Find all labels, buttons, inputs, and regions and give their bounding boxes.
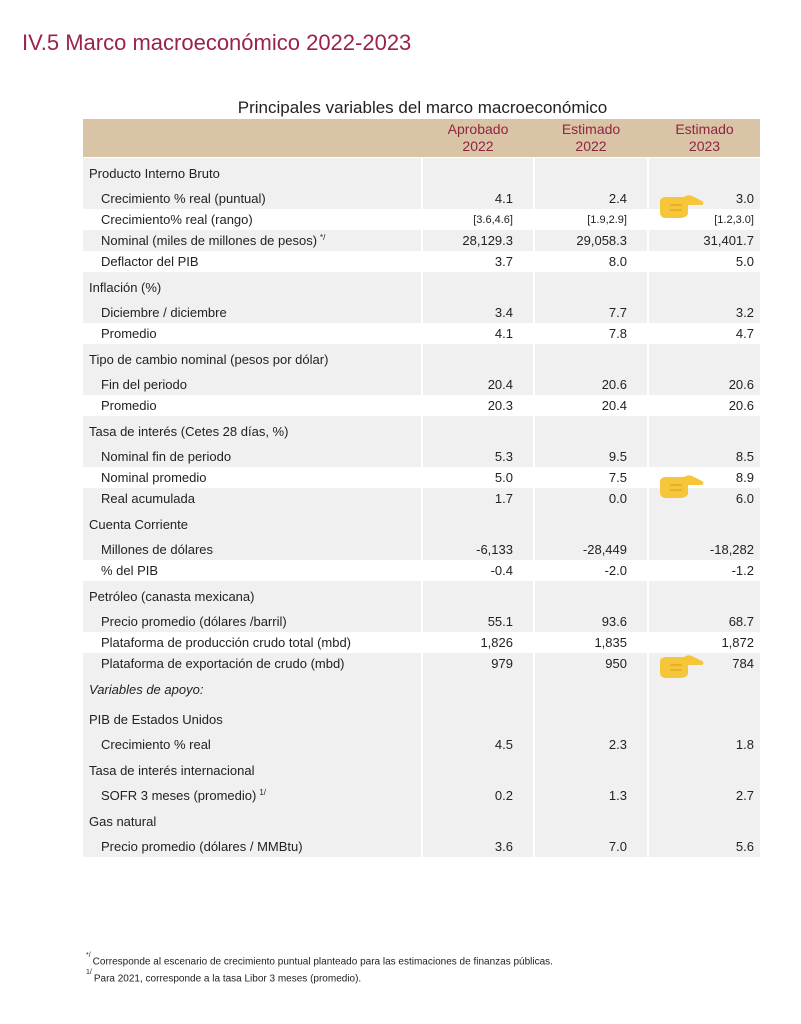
row-label: PIB de Estados Unidos [83,704,421,734]
value-cell: 3.6 [423,836,533,857]
table-body [83,158,760,857]
table-row [83,539,760,560]
row-label: Variables de apoyo: [83,674,421,704]
table-row [83,251,760,272]
row-label: Nominal (miles de millones de pesos) */ [83,230,421,251]
value-cell: 31,401.7 [649,230,760,251]
value-cell [649,344,760,374]
row-label: Nominal fin de periodo [83,446,421,467]
value-cell [535,806,647,836]
table-row [83,323,760,344]
row-label: Real acumulada [83,488,421,509]
value-cell: 4.7 [735,326,754,341]
value-cell [535,416,647,446]
table-row [83,836,760,857]
group-header-row [83,344,760,374]
value-cell: 3.7 [494,254,513,269]
footnote-2: $^{1/}$Para 2021, corresponde a la tasa Libor 3 meses (promedio). [86,969,362,985]
value-cell: 1,835 [594,635,627,650]
value-cell: 4.5 [423,734,533,755]
value-cell: 0.0 [535,488,647,509]
value-cell [535,704,647,734]
value-cell: 20.6 [535,374,647,395]
table-caption: Principales variables del marco macroeconómico [237,98,608,117]
table-header [83,119,760,157]
table-row [83,230,760,251]
value-cell [423,158,533,188]
value-cell [649,704,760,734]
value-cell [649,416,760,446]
value-cell: 8.0 [608,254,627,269]
row-label: Promedio [101,326,157,341]
value-cell: 20.6 [728,398,754,413]
value-cell: 9.5 [535,446,647,467]
value-cell [535,509,647,539]
section-title: IV.5 Marco macroeconómico 2022-2023 [22,30,412,55]
row-label: % del PIB [101,563,159,578]
row-label: Inflación (%) [83,272,421,302]
group-header-row [83,581,760,611]
table-row [83,302,760,323]
value-cell: 8.9 [735,470,754,485]
table-row [83,395,760,416]
value-cell: 20.6 [649,374,760,395]
footnote-mark: */ [320,233,326,242]
value-cell: -1.2 [731,563,754,578]
row-label: Petróleo (canasta mexicana) [83,581,421,611]
value-cell: 5.3 [423,446,533,467]
column-header-estimado-2022: Estimado 2022 [561,121,621,154]
value-cell: 4.1 [494,326,513,341]
row-label: Crecimiento % real [83,734,421,755]
value-cell: [1.9,2.9] [587,213,627,226]
value-cell [423,581,533,611]
value-cell: 5.0 [494,470,513,485]
row-label: Cuenta Corriente [83,509,421,539]
value-cell [423,674,533,704]
value-cell: 3.2 [649,302,760,323]
value-cell: 1,826 [480,635,513,650]
row-label: Gas natural [83,806,421,836]
row-label: Diciembre / diciembre [83,302,421,323]
row-label: Precio promedio (dólares / MMBtu) [83,836,421,857]
value-cell: 1.7 [423,488,533,509]
value-cell [423,416,533,446]
value-cell [649,158,760,188]
footnotes [86,952,553,987]
row-label: Promedio [101,398,157,413]
value-cell: [1.2,3.0] [714,213,754,226]
value-cell: 4.1 [423,188,533,209]
value-cell: -28,449 [535,539,647,560]
value-cell: 68.7 [649,611,760,632]
value-cell: 1.3 [535,785,647,806]
row-label: Tipo de cambio nominal (pesos por dólar) [83,344,421,374]
value-cell: 20.4 [601,398,627,413]
table-row [83,560,760,581]
value-cell [535,158,647,188]
table-row [83,632,760,653]
pointing-hand-icon [658,652,706,680]
value-cell: 950 [535,653,647,674]
group-header-row [83,806,760,836]
row-label: Nominal promedio [101,470,207,485]
row-label: Crecimiento% real (rango) [101,212,253,227]
row-label: Deflactor del PIB [101,254,199,269]
pointing-hand-icon [658,472,706,500]
value-cell: 28,129.3 [423,230,533,251]
value-cell: 5.0 [735,254,754,269]
value-cell: 784 [649,653,760,674]
column-header-estimado-2023: Estimado 2023 [675,121,734,154]
value-cell [423,704,533,734]
row-label: Precio promedio (dólares /barril) [83,611,421,632]
table-row [83,785,760,806]
value-cell: 2.3 [535,734,647,755]
pointing-hand-icon [658,192,706,220]
footnote-mark: 1/ [259,788,266,797]
value-cell [423,344,533,374]
group-header-row [83,272,760,302]
value-cell: 20.3 [487,398,513,413]
row-label: Producto Interno Bruto [83,158,421,188]
value-cell: 3.0 [649,188,760,209]
table-row [83,446,760,467]
value-cell: 7.5 [608,470,627,485]
row-label: Tasa de interés (Cetes 28 días, %) [83,416,421,446]
value-cell: 6.0 [649,488,760,509]
value-cell: [3.6,4.6] [473,213,513,226]
value-cell [535,344,647,374]
row-label: Tasa de interés internacional [83,755,421,785]
value-cell: 5.6 [649,836,760,857]
value-cell: 3.4 [423,302,533,323]
value-cell: 93.6 [535,611,647,632]
value-cell: -18,282 [649,539,760,560]
group-header-row [83,704,760,734]
value-cell: 7.8 [608,326,627,341]
value-cell: 7.7 [535,302,647,323]
value-cell [423,806,533,836]
row-label: Millones de dólares [83,539,421,560]
value-cell [649,581,760,611]
value-cell: 2.4 [535,188,647,209]
footnote-1: */Corresponde al escenario de crecimiento puntual planteado para las estimaciones de finanzas públicas. [86,952,553,968]
row-label: Crecimiento % real (puntual) [83,188,421,209]
value-cell: 2.7 [649,785,760,806]
value-cell: 0.2 [423,785,533,806]
value-cell [423,272,533,302]
row-label: Plataforma de exportación de crudo (mbd) [83,653,421,674]
value-cell [649,806,760,836]
value-cell: 1,872 [721,635,754,650]
value-cell [535,581,647,611]
value-cell [535,755,647,785]
value-cell: -2.0 [604,563,627,578]
group-header-row [83,509,760,539]
group-header-row [83,416,760,446]
value-cell [649,509,760,539]
table-row [83,374,760,395]
group-header-row [83,158,760,188]
value-cell: 29,058.3 [535,230,647,251]
value-cell: 1.8 [649,734,760,755]
value-cell: 8.5 [649,446,760,467]
value-cell: -0.4 [490,563,513,578]
value-cell: 979 [423,653,533,674]
row-label: Fin del periodo [83,374,421,395]
value-cell [423,509,533,539]
value-cell [649,272,760,302]
table-row [83,611,760,632]
value-cell [423,755,533,785]
value-cell: 7.0 [535,836,647,857]
row-label: SOFR 3 meses (promedio) $^{1/}$ [83,785,421,806]
value-cell [535,272,647,302]
table-row [83,734,760,755]
group-header-row [83,755,760,785]
value-cell [535,674,647,704]
row-label: Plataforma de producción crudo total (mbd) [101,635,352,650]
value-cell: 20.4 [423,374,533,395]
value-cell: -6,133 [423,539,533,560]
value-cell [649,755,760,785]
value-cell: 55.1 [423,611,533,632]
column-header-aprobado-2022: Aprobado 2022 [447,121,509,154]
